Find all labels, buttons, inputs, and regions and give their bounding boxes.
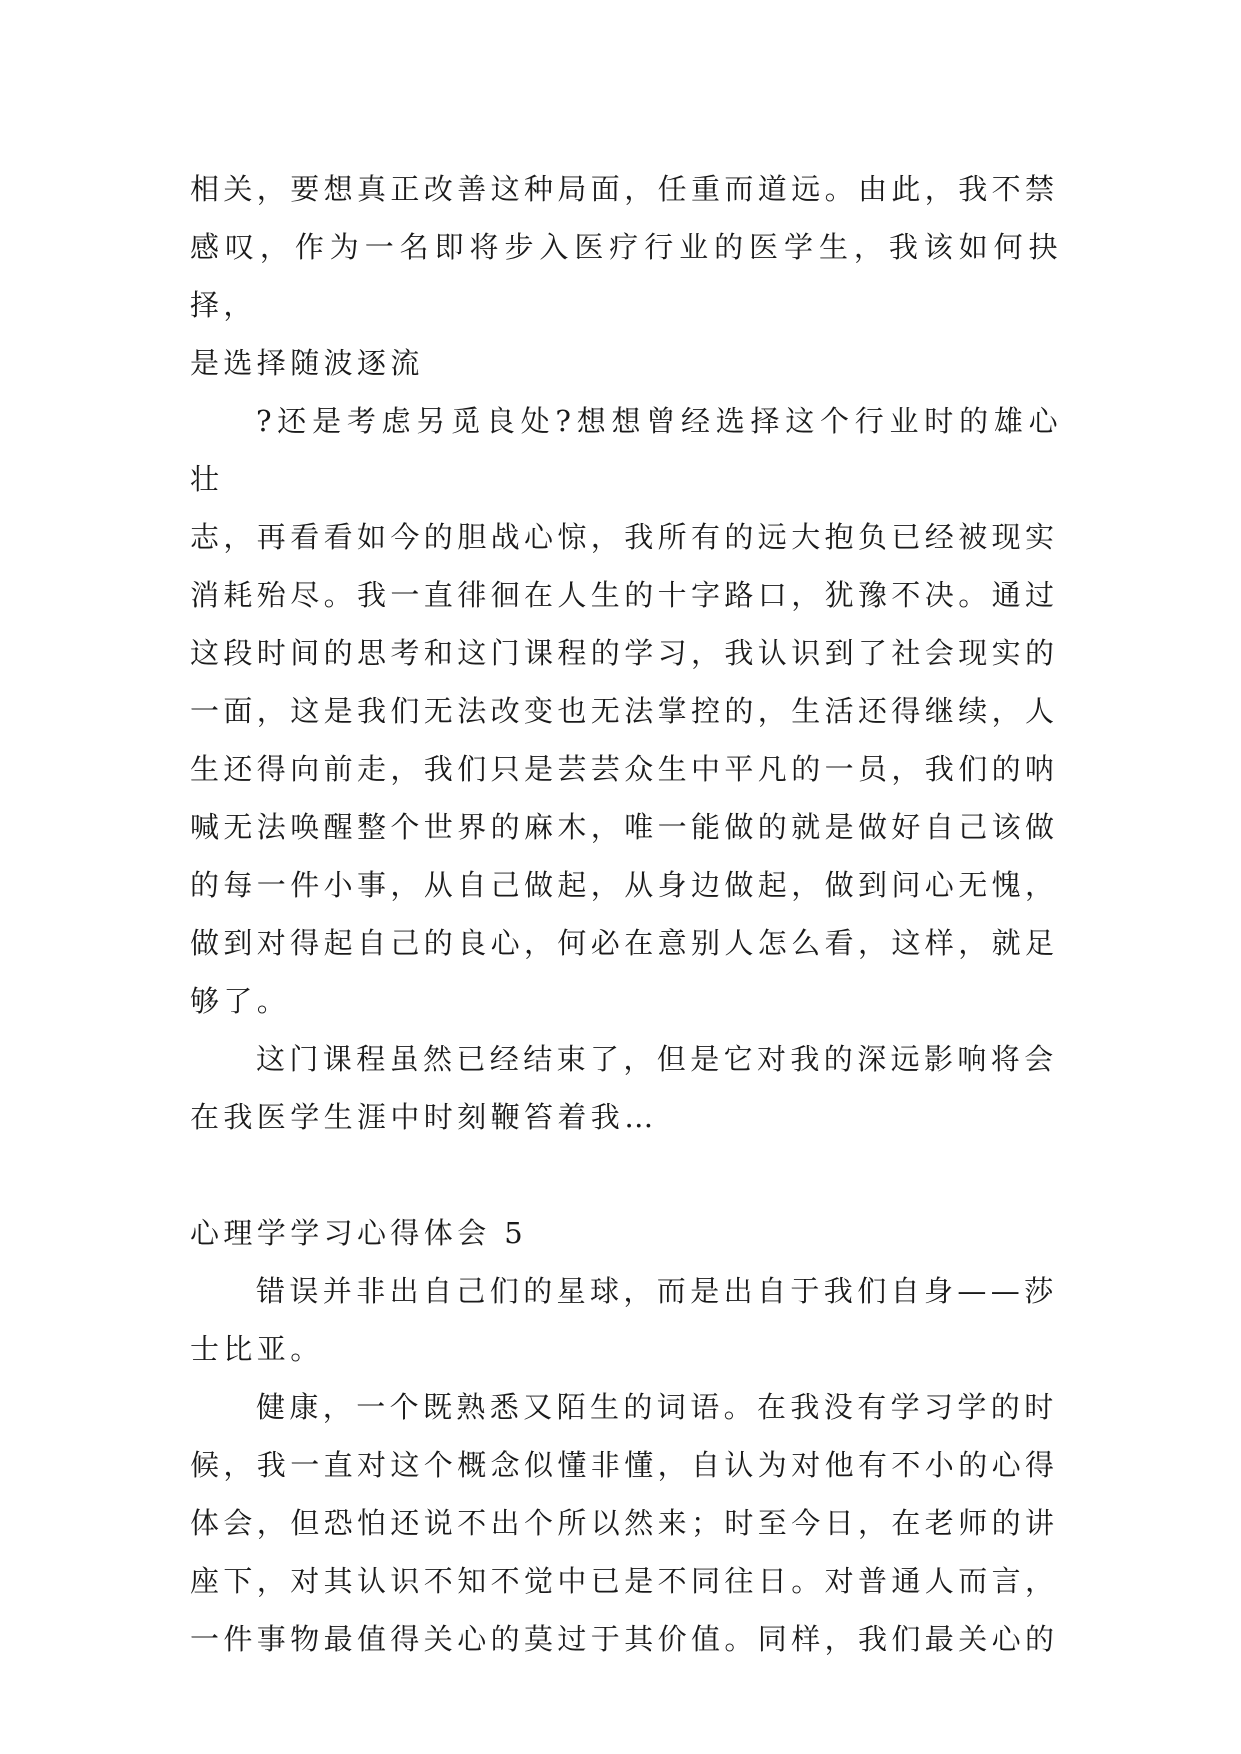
document-body bbox=[190, 160, 1062, 1668]
text-line: 生还得向前走，我们只是芸芸众生中平凡的一员，我们的呐 bbox=[190, 752, 1059, 786]
text-line: 体会，但恐怕还说不出个所以然来；时至今日，在老师的讲 bbox=[190, 1506, 1059, 1540]
text-line: 做到对得起自己的良心，何必在意别人怎么看，这样，就足 bbox=[190, 926, 1059, 960]
text-line: 座下，对其认识不知不觉中已是不同往日。对普通人而言， bbox=[190, 1564, 1059, 1598]
text-line: 喊无法唤醒整个世界的麻木，唯一能做的就是做好自己该做 bbox=[190, 810, 1059, 844]
paragraph-1 bbox=[190, 160, 1062, 392]
text-line: 相关，要想真正改善这种局面，任重而道远。由此，我不禁 bbox=[190, 172, 1059, 206]
text-line: 是选择随波逐流 bbox=[190, 346, 424, 380]
text-line: 健康，一个既熟悉又陌生的词语。在我没有学习学的时 bbox=[256, 1390, 1058, 1424]
text-line: 一件事物最值得关心的莫过于其价值。同样，我们最关心的 bbox=[190, 1622, 1059, 1656]
section-paragraph-1 bbox=[190, 1262, 1062, 1378]
text-line: 在我医学生涯中时刻鞭笞着我… bbox=[190, 1100, 658, 1134]
text-line: ?还是考虑另觅良处?想想曾经选择这个行业时的雄心壮 bbox=[190, 404, 1062, 496]
section-paragraph-2 bbox=[190, 1378, 1062, 1668]
text-line: 错误并非出自己们的星球，而是出自于我们自身——莎 bbox=[256, 1274, 1058, 1308]
text-line: 一面，这是我们无法改变也无法掌控的，生活还得继续，人 bbox=[190, 694, 1059, 728]
text-line: 消耗殆尽。我一直徘徊在人生的十字路口，犹豫不决。通过 bbox=[190, 578, 1059, 612]
paragraph-2 bbox=[190, 392, 1062, 1030]
text-line: 这门课程虽然已经结束了，但是它对我的深远影响将会 bbox=[256, 1042, 1058, 1076]
text-line: 感叹，作为一名即将步入医疗行业的医学生，我该如何抉择， bbox=[190, 230, 1062, 322]
text-line: 候，我一直对这个概念似懂非懂，自认为对他有不小的心得 bbox=[190, 1448, 1059, 1482]
text-line: 这段时间的思考和这门课程的学习，我认识到了社会现实的 bbox=[190, 636, 1059, 670]
text-line: 志，再看看如今的胆战心惊，我所有的远大抱负已经被现实 bbox=[190, 520, 1059, 554]
text-line: 士比亚。 bbox=[190, 1332, 324, 1366]
text-line: 的每一件小事，从自己做起，从身边做起，做到问心无愧， bbox=[190, 868, 1059, 902]
paragraph-3 bbox=[190, 1030, 1062, 1146]
text-line: 够了。 bbox=[190, 984, 291, 1018]
section-heading-text: 心理学学习心得体会 5 bbox=[190, 1216, 528, 1250]
section-heading bbox=[190, 1204, 1062, 1262]
